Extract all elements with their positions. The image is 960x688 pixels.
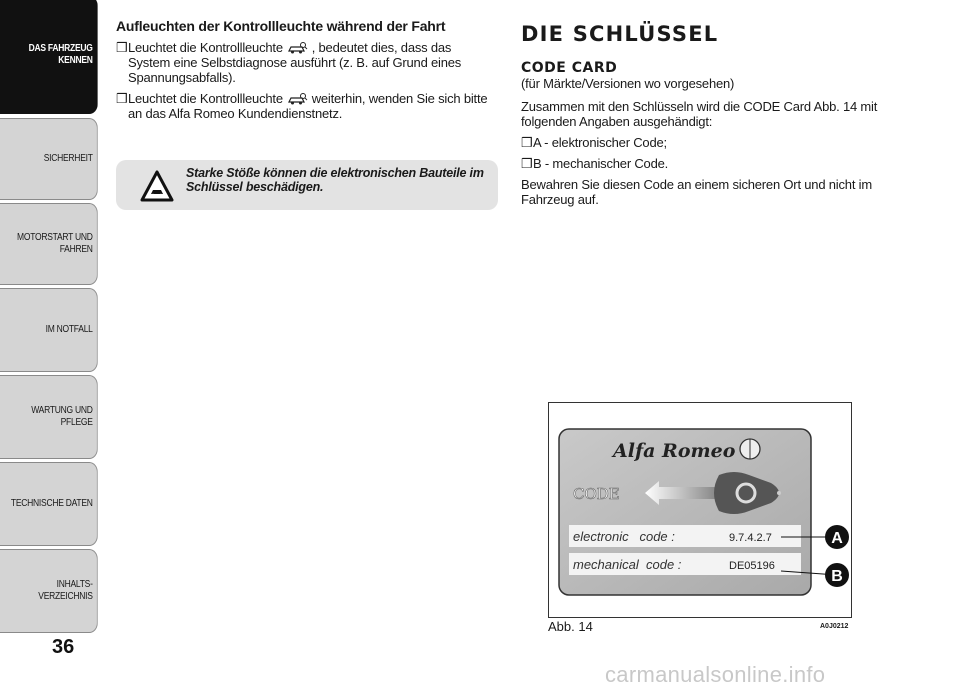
code-card-figure bbox=[548, 402, 852, 618]
list-item-a bbox=[521, 135, 881, 150]
tab-label: TECHNISCHE DATEN bbox=[10, 498, 93, 509]
bullet-marker: ❒ bbox=[521, 135, 533, 150]
list-item-text: A - elektronischer Code; bbox=[533, 135, 667, 150]
section-heading: Aufleuchten der Kontrollleuchte während der Fahrt bbox=[116, 18, 446, 34]
bullet-text: , bedeutet dies, dass das System eine Selbstdiagnose ausführt (z. B. auf Grund eines Spannungsabfalls). bbox=[128, 40, 462, 85]
tab-motorstart-und-fahren[interactable] bbox=[0, 203, 98, 285]
outro-text: Bewahren Sie diesen Code an einem sicheren Ort und nicht im Fahrzeug auf. bbox=[521, 177, 872, 207]
tab-technische-daten[interactable] bbox=[0, 462, 98, 546]
electronic-code-value: 9.7.4.2.7 bbox=[729, 532, 772, 544]
immobilizer-car-icon bbox=[286, 92, 308, 106]
immobilizer-car-icon bbox=[286, 41, 308, 55]
tab-label: INHALTS- VERZEICHNIS bbox=[38, 579, 93, 602]
warning-text: Starke Stöße können die elektronischen Bauteile im Schlüssel beschädigen. bbox=[186, 166, 484, 194]
intro-text: Zusammen mit den Schlüsseln wird die CODE Card Abb. 14 mit folgenden Angaben ausgehändigt: bbox=[521, 99, 878, 129]
availability-note: (für Märkte/Versionen wo vorgesehen) bbox=[521, 76, 735, 91]
bullet-text: Leuchtet die Kontrollleuchte bbox=[128, 91, 283, 106]
watermark: carmanualsonline.info bbox=[605, 662, 826, 687]
tab-label: SICHERHEIT bbox=[43, 153, 93, 164]
tab-label: DAS FAHRZEUG KENNEN bbox=[28, 43, 93, 66]
card-code-label: CODE bbox=[573, 485, 620, 503]
bullet-item bbox=[116, 40, 496, 85]
tab-inhaltsverzeichnis[interactable] bbox=[0, 549, 98, 633]
callout-a-letter: A bbox=[831, 530, 843, 547]
tab-label: WARTUNG UND PFLEGE bbox=[31, 405, 93, 428]
tab-im-notfall[interactable] bbox=[0, 288, 98, 372]
left-column bbox=[116, 18, 496, 127]
brand-logo-text: Alfa Romeo bbox=[613, 440, 736, 462]
section-title: CODE CARD bbox=[521, 60, 618, 76]
tab-das-fahrzeug-kennen[interactable] bbox=[0, 0, 98, 114]
figure-caption: Abb. 14 bbox=[548, 619, 593, 634]
callout-b-letter: B bbox=[831, 568, 843, 585]
tab-sicherheit[interactable] bbox=[0, 118, 98, 200]
tab-label: IM NOTFALL bbox=[45, 324, 93, 335]
warning-box bbox=[116, 160, 498, 210]
figure-image-code: A0J0212 bbox=[820, 623, 849, 630]
right-column bbox=[521, 22, 881, 213]
bullet-text: weiterhin, wenden Sie sich bitte an das Alfa Romeo Kundendienstnetz. bbox=[128, 91, 488, 121]
mechanical-code-label: mechanical code : bbox=[573, 557, 682, 572]
electronic-code-label: electronic code : bbox=[573, 529, 675, 544]
list-item-text: B - mechanischer Code. bbox=[533, 156, 669, 171]
page-number: 36 bbox=[52, 636, 75, 658]
code-card-illustration bbox=[549, 403, 851, 617]
tab-wartung-und-pflege[interactable] bbox=[0, 375, 98, 459]
chapter-tabs bbox=[0, 0, 100, 640]
bullet-marker: ❒ bbox=[521, 156, 533, 171]
list-item-b bbox=[521, 156, 881, 171]
mechanical-code-value: DE05196 bbox=[729, 560, 775, 572]
bullet-item bbox=[116, 91, 496, 121]
warning-triangle-icon bbox=[140, 170, 174, 202]
bullet-marker: ❒ bbox=[116, 91, 128, 106]
tab-label: MOTORSTART UND FAHREN bbox=[17, 232, 93, 255]
bullet-text: Leuchtet die Kontrollleuchte bbox=[128, 40, 283, 55]
chapter-title: DIE SCHLÜSSEL bbox=[521, 22, 719, 46]
bullet-marker: ❒ bbox=[116, 40, 128, 55]
